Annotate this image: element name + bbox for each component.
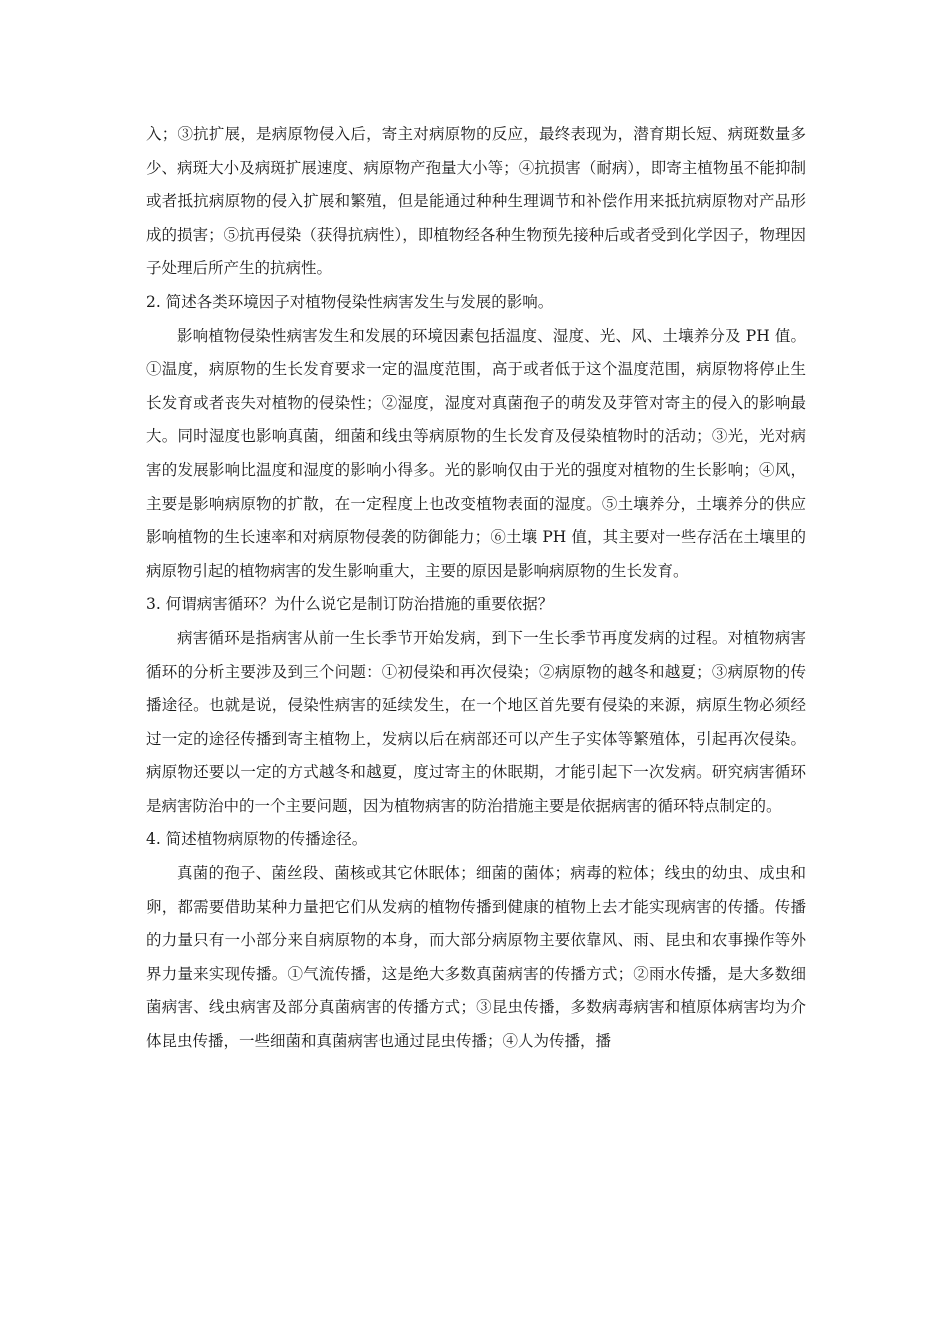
question-2-heading: 2. 简述各类环境因子对植物侵染性病害发生与发展的影响。 [146, 292, 554, 311]
question-4-heading: 4. 简述植物病原物的传播途径。 [146, 830, 368, 849]
paragraph-continued: 入；③抗扩展，是病原物侵入后，寄主对病原物的反应，最终表现为，潜育期长短、病斑数量多少、病斑大小及病斑扩展速度、病原物产孢量大小等；④抗损害（耐病），即寄主植物虽不能抑制或者抵抗病原物的侵入扩展和繁殖，但是能通过种种生理调节和补偿作用来抵抗病原物对产品形成的损害；⑤抗再侵染（获得抗病性），即植物经各种生物预先接种后或者受到化学因子，物理因子处理后所产生的抗病性。 [146, 125, 806, 278]
answer-4-paragraph: 真菌的孢子、菌丝段、菌核或其它休眠体；细菌的菌体；病毒的粒体；线虫的幼虫、成虫和卵，都需要借助某种力量把它们从发病的植物传播到健康的植物上去才能实现病害的传播。传播的力量只有一小部分来自病原物的本身，而大部分病原物主要依靠风、雨、昆虫和农事操作等外界力量来实现传播。①气流传播，这是绝大多数真菌病害的传播方式；②雨水传播，是大多数细菌病害、线虫病害及部分真菌病害的传播方式；③昆虫传播，多数病毒病害和植原体病害均为介体昆虫传播，一些细菌和真菌病害也通过昆虫传播；④人为传播，播 [146, 864, 806, 1051]
answer-3-paragraph: 病害循环是指病害从前一生长季节开始发病，到下一生长季节再度发病的过程。对植物病害循环的分析主要涉及到三个问题：①初侵染和再次侵染；②病原物的越冬和越夏；③病原物的传播途径。也就是说，侵染性病害的延续发生，在一个地区首先要有侵染的来源，病原生物必须经过一定的途径传播到寄主植物上，发病以后在病部还可以产生子实体等繁殖体，引起再次侵染。病原物还要以一定的方式越冬和越夏，度过寄主的休眠期，才能引起下一次发病。研究病害循环是病害防治中的一个主要问题，因为植物病害的防治措施主要是依据病害的循环特点制定的。 [146, 628, 806, 815]
answer-2-paragraph: 影响植物侵染性病害发生和发展的环境因素包括温度、湿度、光、风、土壤养分及 PH 值。①温度，病原物的生长发育要求一定的温度范围，高于或者低于这个温度范围，病原物将停止生长发育或者丧失对植物的侵染性；②湿度，湿度对真菌孢子的萌发及芽管对寄主的侵入的影响最大。同时湿度也影响真菌，细菌和线虫等病原物的生长发育及侵染植物时的活动；③光，光对病害的发展影响比温度和湿度的影响小得多。光的影响仅由于光的强度对植物的生长影响；④风，主要是影响病原物的扩散，在一定程度上也改变植物表面的湿度。⑤土壤养分，土壤养分的供应影响植物的生长速率和对病原物侵袭的防御能力；⑥土壤 PH 值，其主要对一些存活在土壤里的病原物引起的植物病害的发生影响重大，主要的原因是影响病原物的生长发育。 [146, 326, 806, 580]
document-body [146, 118, 806, 1059]
question-3-heading: 3. 何谓病害循环？为什么说它是制订防治措施的重要依据？ [146, 595, 554, 614]
